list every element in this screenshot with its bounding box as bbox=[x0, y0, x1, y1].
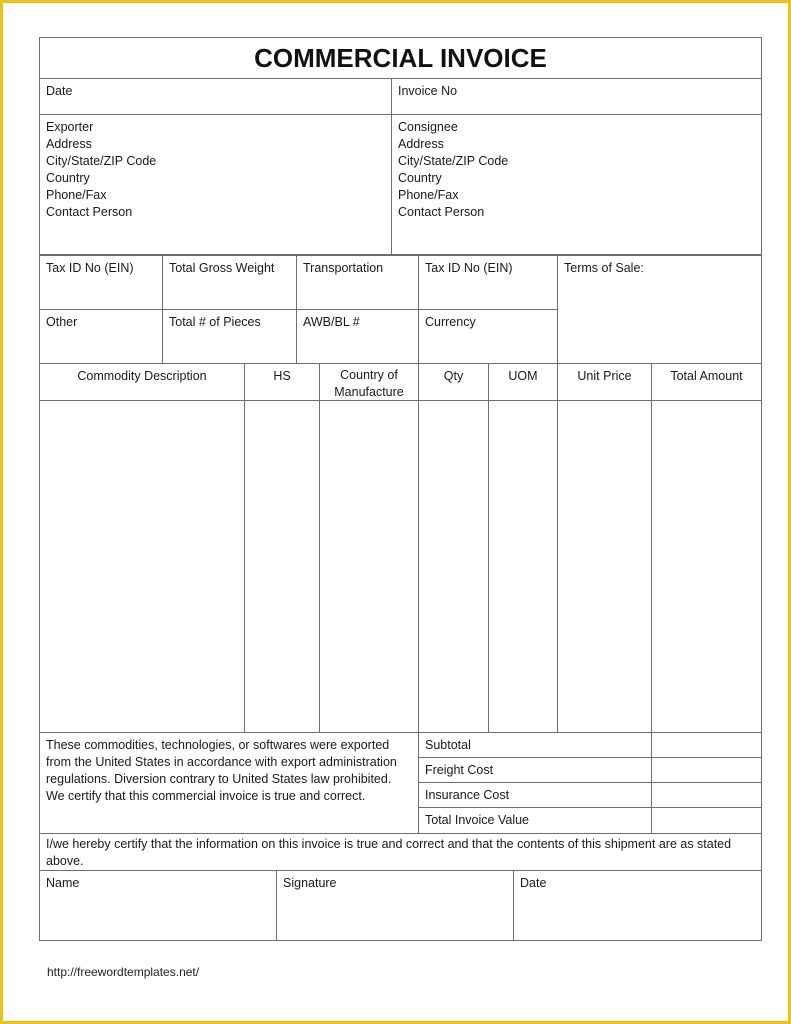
other-field[interactable]: Other bbox=[39, 309, 163, 364]
invoice-form bbox=[39, 37, 762, 941]
total-gross-weight-field[interactable]: Total Gross Weight bbox=[162, 255, 297, 310]
certification-text: I/we hereby certify that the information on this invoice is true and correct and that the contents of this shipment are as stated above. bbox=[39, 833, 762, 871]
freight-cost-value[interactable] bbox=[651, 757, 762, 783]
insurance-cost-value[interactable] bbox=[651, 782, 762, 808]
header-unit-price: Unit Price bbox=[557, 363, 652, 401]
date-field[interactable]: Date bbox=[39, 78, 392, 115]
freight-cost-label: Freight Cost bbox=[418, 757, 652, 783]
insurance-cost-label: Insurance Cost bbox=[418, 782, 652, 808]
exporter-phone-label: Phone/Fax bbox=[46, 188, 107, 202]
column-hs[interactable] bbox=[244, 400, 320, 733]
header-hs: HS bbox=[244, 363, 320, 401]
name-field[interactable]: Name bbox=[39, 870, 277, 941]
header-total-amount: Total Amount bbox=[651, 363, 762, 401]
tax-id-consignee-field[interactable]: Tax ID No (EIN) bbox=[418, 255, 558, 310]
total-invoice-value[interactable] bbox=[651, 807, 762, 834]
currency-field[interactable]: Currency bbox=[418, 309, 558, 364]
header-commodity: Commodity Description bbox=[39, 363, 245, 401]
exporter-label: Exporter bbox=[46, 120, 94, 134]
subtotal-value[interactable] bbox=[651, 732, 762, 758]
consignee-address-label: Address bbox=[398, 137, 444, 151]
consignee-contact-label: Contact Person bbox=[398, 205, 485, 219]
exporter-address-label: Address bbox=[46, 137, 92, 151]
column-country[interactable] bbox=[319, 400, 419, 733]
invoice-title: COMMERCIAL INVOICE bbox=[39, 37, 762, 79]
header-qty: Qty bbox=[418, 363, 489, 401]
header-uom: UOM bbox=[488, 363, 558, 401]
awb-bl-field[interactable]: AWB/BL # bbox=[296, 309, 419, 364]
column-unit-price[interactable] bbox=[557, 400, 652, 733]
signoff-date-field[interactable]: Date bbox=[513, 870, 762, 941]
total-pieces-field[interactable]: Total # of Pieces bbox=[162, 309, 297, 364]
exporter-country-label: Country bbox=[46, 171, 90, 185]
signature-field[interactable]: Signature bbox=[276, 870, 514, 941]
consignee-country-label: Country bbox=[398, 171, 442, 185]
terms-of-sale-field[interactable]: Terms of Sale: bbox=[557, 255, 762, 364]
consignee-block[interactable] bbox=[391, 114, 762, 255]
consignee-city-label: City/State/ZIP Code bbox=[398, 154, 509, 168]
transportation-field[interactable]: Transportation bbox=[296, 255, 419, 310]
export-statement: These commodities, technologies, or softwares were exported from the United States in accordance with export administration regulations. Diversion contrary to United States law prohibited. We certify that this commercial invoice is true and correct. bbox=[39, 732, 419, 834]
exporter-contact-label: Contact Person bbox=[46, 205, 133, 219]
tax-id-exporter-field[interactable]: Tax ID No (EIN) bbox=[39, 255, 163, 310]
column-qty[interactable] bbox=[418, 400, 489, 733]
invoice-no-field[interactable]: Invoice No bbox=[391, 78, 762, 115]
header-country-of-manufacture bbox=[319, 363, 419, 401]
consignee-label: Consignee bbox=[398, 120, 458, 134]
column-total-amount[interactable] bbox=[651, 400, 762, 733]
footer-url: http://freewordtemplates.net/ bbox=[47, 965, 200, 979]
column-commodity[interactable] bbox=[39, 400, 245, 733]
column-uom[interactable] bbox=[488, 400, 558, 733]
total-invoice-value-label: Total Invoice Value bbox=[418, 807, 652, 834]
consignee-phone-label: Phone/Fax bbox=[398, 188, 459, 202]
exporter-city-label: City/State/ZIP Code bbox=[46, 154, 157, 168]
header-country-line-2: Manufacture bbox=[334, 385, 404, 399]
subtotal-label: Subtotal bbox=[418, 732, 652, 758]
exporter-block[interactable] bbox=[39, 114, 392, 255]
header-country-line-1: Country of bbox=[340, 368, 398, 382]
